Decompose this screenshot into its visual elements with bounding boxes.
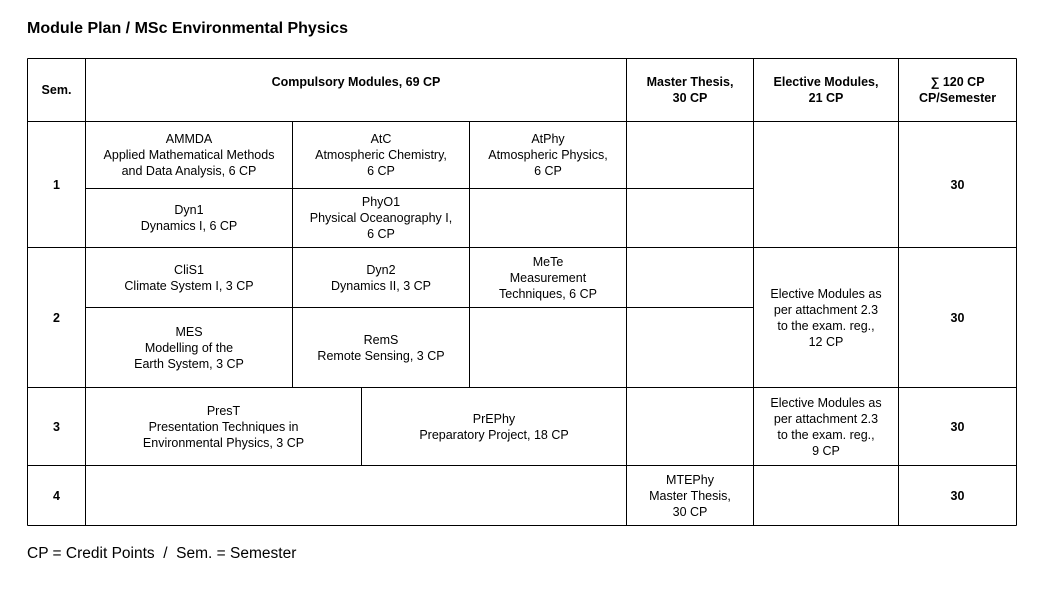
semester-3-label: 3 bbox=[53, 419, 60, 434]
semester-4-label: 4 bbox=[53, 488, 60, 503]
footnote-legend: CP = Credit Points / Sem. = Semester bbox=[27, 545, 297, 562]
elective-sem3: Elective Modules as per attachment 2.3 to the exam. reg., 9 CP bbox=[770, 395, 882, 458]
header-total: ∑ 120 CP CP/Semester bbox=[918, 75, 997, 105]
module-atphy: AtPhy Atmospheric Physics, 6 CP bbox=[488, 132, 608, 178]
page-title: Module Plan / MSc Environmental Physics bbox=[27, 20, 348, 37]
module-atc: AtC Atmospheric Chemistry, 6 CP bbox=[315, 132, 447, 178]
header-sem: Sem. bbox=[41, 83, 72, 97]
module-mtephy: MTEPhy Master Thesis, 30 CP bbox=[649, 472, 731, 519]
module-phyo1: PhyO1 Physical Oceanography I, 6 CP bbox=[309, 195, 453, 241]
header-elective: Elective Modules, 21 CP bbox=[773, 75, 879, 105]
semester-1-label: 1 bbox=[53, 177, 60, 192]
header-compulsory: Compulsory Modules, 69 CP bbox=[271, 75, 441, 89]
module-dyn1: Dyn1 Dynamics I, 6 CP bbox=[140, 203, 238, 233]
module-prephy: PrEPhy Preparatory Project, 18 CP bbox=[419, 411, 569, 442]
semester-2-label: 2 bbox=[53, 310, 60, 325]
module-prest: PresT Presentation Techniques in Environmental Physics, 3 CP bbox=[142, 403, 305, 450]
module-rems: RemS Remote Sensing, 3 CP bbox=[317, 332, 445, 363]
module-ammda: AMMDA Applied Mathematical Methods and Data Analysis, 6 CP bbox=[103, 132, 275, 178]
total-sem3: 30 bbox=[950, 419, 965, 434]
module-mes: MES Modelling of the Earth System, 3 CP bbox=[134, 324, 244, 371]
module-mete: MeTe Measurement Techniques, 6 CP bbox=[499, 254, 597, 301]
total-sem4: 30 bbox=[950, 488, 965, 503]
header-thesis: Master Thesis, 30 CP bbox=[646, 75, 734, 105]
elective-sem2: Elective Modules as per attachment 2.3 to the exam. reg., 12 CP bbox=[770, 286, 882, 349]
total-sem1: 30 bbox=[950, 177, 965, 192]
total-sem2: 30 bbox=[950, 310, 965, 325]
module-dyn2: Dyn2 Dynamics II, 3 CP bbox=[330, 262, 432, 293]
module-clis1: CliS1 Climate System I, 3 CP bbox=[124, 262, 254, 293]
